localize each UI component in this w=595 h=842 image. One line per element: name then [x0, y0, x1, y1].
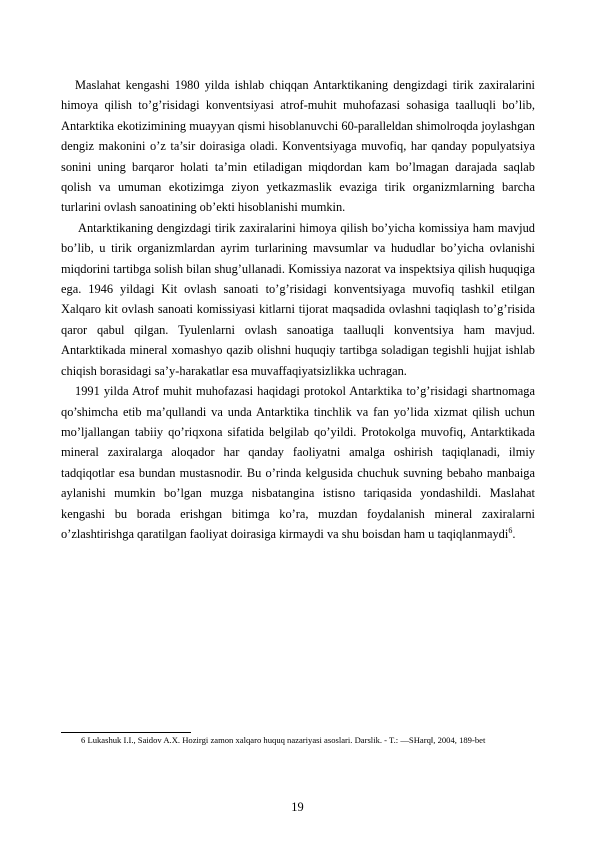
- paragraph-3: [61, 381, 535, 544]
- main-text: [61, 75, 535, 544]
- paragraph-1: Maslahat kengashi 1980 yilda ishlab chiqqan Antarktikaning dengizdagi tirik zaxiralarini himoya qilish to’g’risidagi konventsiyasi atrof-muhit muhofazasi sohasiga taalluqli bo’lib, Antarktika ekotizimining muayyan qismi hisoblanuvchi 60-paralleldan shimolroqda joylashgan dengiz makonini o’z ta’sir doirasiga oladi. Konventsiyaga muvofiq, har qanday populyatsiya sonini uning barqaror holati ta’min etiladigan miqdordan kam bo’lmagan darajada saqlab qolish va umuman ekotizimga ziyon yetkazmaslik evaziga tirik organizmlarning barcha turlarini ovlash sanoatining ob’ekti hisoblanishi mumkin.: [61, 78, 535, 215]
- footnote-separator: [61, 732, 191, 733]
- paragraph-2: Antarktikaning dengizdagi tirik zaxiralarini himoya qilish bo’yicha komissiya ham mavjud bo’lib, u tirik organizmlardan ayrim turlarining mavsumlar va hududlar bo’yicha ovlanishi miqdorini tartibga solish bilan shug’ullanadi. Komissiya nazorat va inspektsiya qilish huquqiga ega. 1946 yildagi Kit ovlash sanoati to’g’risidagi konventsiyaga muvofiq tashkil etilgan Xalqaro kit ovlash sanoati komissiyasi kitlarni tijorat maqsadida ovlashni taqiqlash to’g’risida qaror qabul qilgan. Tyulenlarni ovlash sanoatiga taalluqli konventsiya ham mavjud. Antarktikada mineral xomashyo qazib olishni huquqiy tartibga soladigan tegishli hujjat ishlab chiqish borasidagi sa’y-harakatlar esa muvaffaqiyatsizlikka uchragan.: [61, 220, 535, 378]
- page-number: 19: [291, 800, 304, 814]
- paragraph-3-text: 1991 yilda Atrof muhit muhofazasi haqidagi protokol Antarktika to’g’risidagi shartnomaga qo’shimcha etib ma’qullandi va unda Antarktika tinchlik va fan yo’lida xizmat qilish uchun mo’ljallangan tabiiy qo’riqxona sifatida belgilab qo’yildi. Protokolga muvofiq, Antarktikada mineral zaxiralarga aloqador har qanday faoliyatni amalga oshirish taqiqlanadi, ilmiy tadqiqotlar esa bundan mustasnodir. Bu o’rinda kelgusida chuchuk suvning bebaho manbaiga aylanishi mumkin bo’lgan muzga nisbatangina istisno tariqasida yondashildi. Maslahat kengashi bu borada erishgan bitimga ko’ra, muzdan foydalanish mineral zaxiralarni o’zlashtirishga qaratilgan faoliyat doirasiga kirmaydi va shu boisdan ham u taqiqlanmaydi: [61, 384, 535, 541]
- footnote: 6 Lukashuk I.I., Saidov A.X. Hozirgi zamon xalqaro huquq nazariyasi asoslari. Darslik. - T.: ―SHarq‖, 2004, 189-bet: [81, 735, 486, 745]
- footnote-reference[interactable]: 6: [508, 525, 513, 535]
- paragraph-3-end: .: [512, 526, 516, 541]
